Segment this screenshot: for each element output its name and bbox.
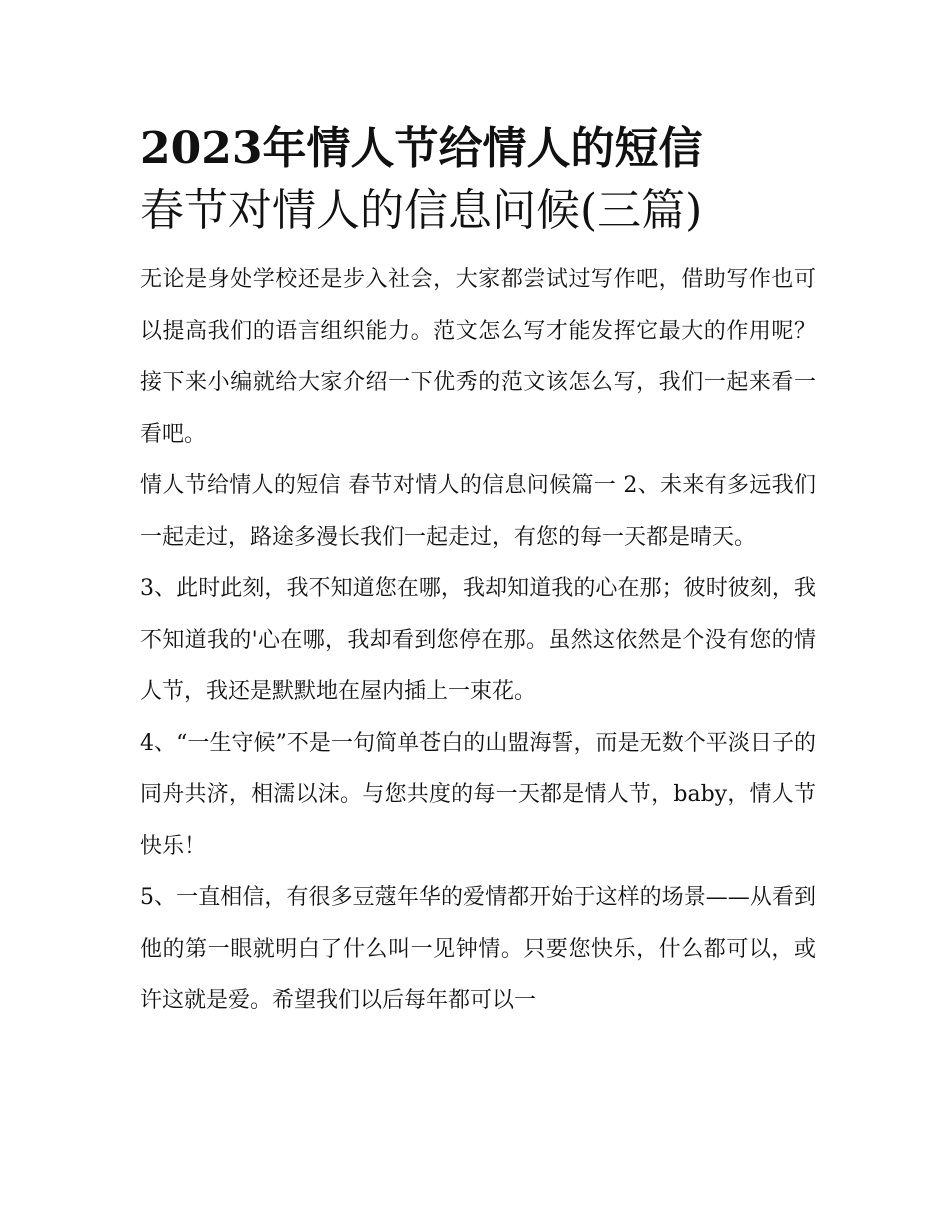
- paragraph-item-5: 5、一直相信，有很多豆蔻年华的爱情都开始于这样的场景——从看到他的第一眼就明白了什么叫一见钟情。只要您快乐，什么都可以，或许这就是爱。希望我们以后每年都可以一: [140, 885, 816, 1013]
- paragraph-item-3: 3、此时此刻，我不知道您在哪，我却知道我的心在那；彼时彼刻，我不知道我的'心在哪，我却看到您停在那。虽然这依然是个没有您的情人节，我还是默默地在屋内插上一束花。: [140, 576, 816, 704]
- title-line-1: 2023年情人节给情人的短信: [140, 123, 703, 174]
- document-page: [140, 118, 816, 1027]
- paragraph-intro: 无论是身处学校还是步入社会，大家都尝试过写作吧，借助写作也可以提高我们的语言组织能力。范文怎么写才能发挥它最大的作用呢？接下来小编就给大家介绍一下优秀的范文该怎么写，我们一起来看一看吧。: [140, 267, 816, 447]
- paragraph-item-2: 情人节给情人的短信 春节对情人的信息问候篇一 2、未来有多远我们一起走过，路途多漫长我们一起走过，有您的每一天都是晴天。: [140, 473, 816, 550]
- document-title: [140, 118, 816, 242]
- paragraph-item-4: 4、“一生守候”不是一句简单苍白的山盟海誓，而是无数个平淡日子的同舟共济，相濡以沫。与您共度的每一天都是情人节，baby，情人节快乐！: [140, 730, 816, 859]
- title-line-2: 春节对情人的信息问候(三篇): [140, 185, 703, 236]
